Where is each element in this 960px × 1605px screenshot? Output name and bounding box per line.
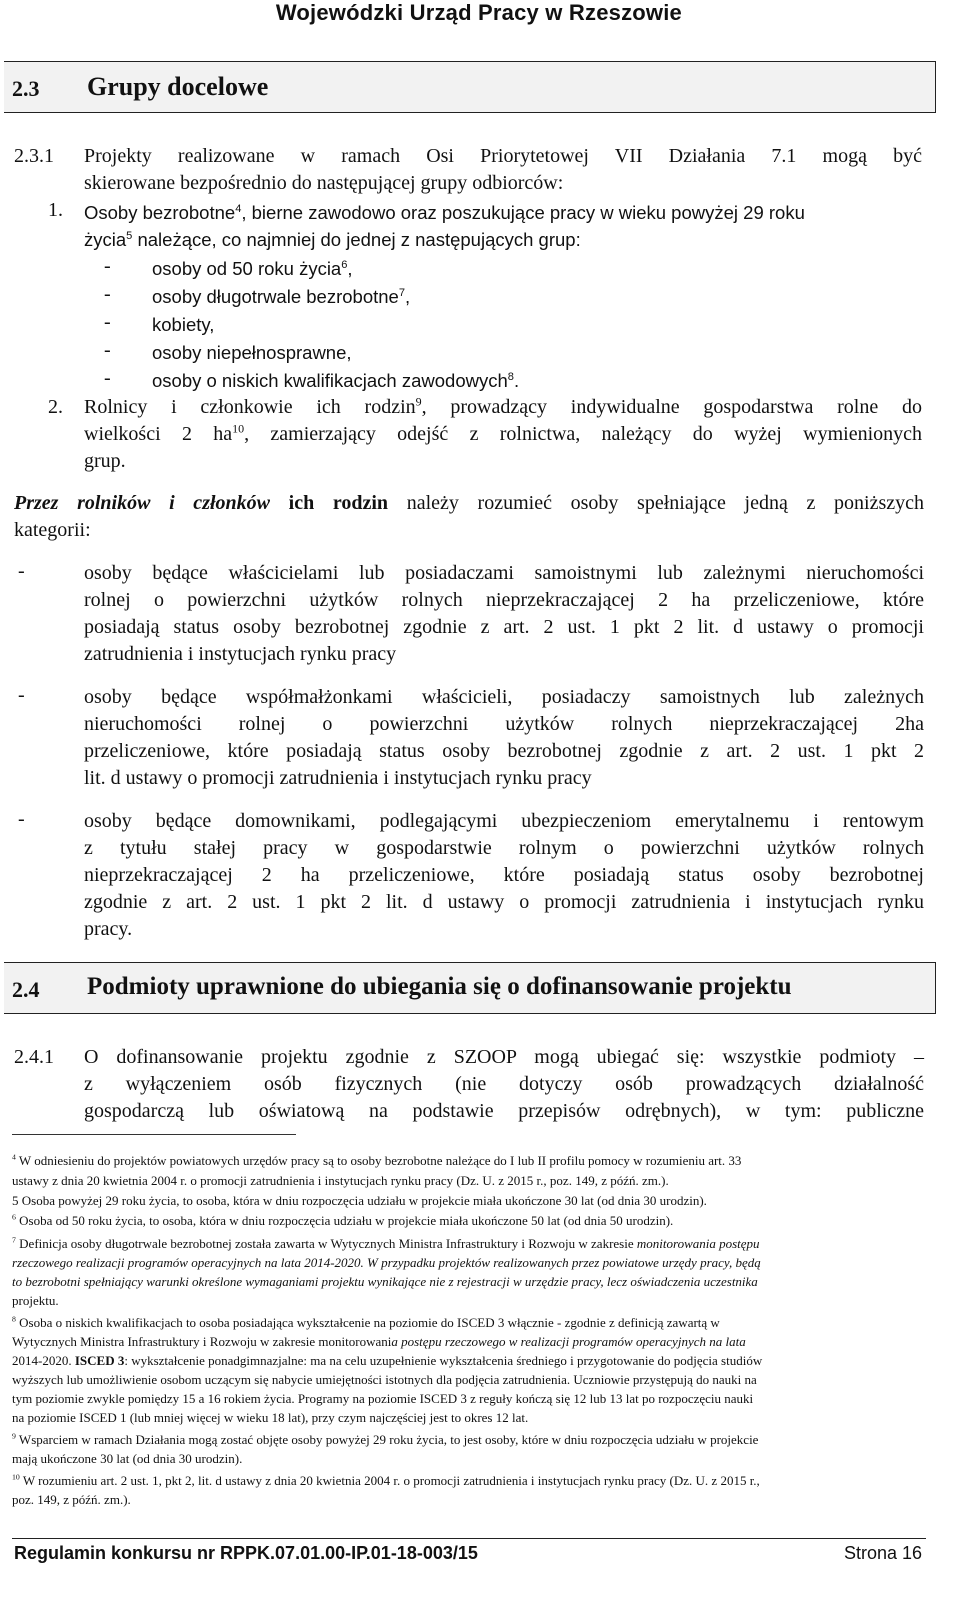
footnote-line: tym poziomie zwykle pomiędzy 15 a 16 rokiem życia. Programy na poziomie ISCED 3 z reguły kończą się 12 lub 13 lat po rozpoczęciu nauki — [12, 1391, 754, 1406]
list-item: kobiety, — [152, 314, 215, 335]
footnote-line: mają ukończone 30 lat (od dnia 30 urodzin). — [12, 1451, 243, 1466]
footnote-9: $^9$ Wsparciem w ramach Działania mogą zostać objęte osoby powyżej 29 roku życia, to jest osoby, które w dniu rozpoczęcia udziału w projekcie — [12, 1431, 759, 1447]
list-item: osoby o niskich kwalifikacjach zawodowych$^8$. — [152, 370, 520, 391]
list-number: 1. — [48, 199, 63, 221]
footnote-line: ustawy z dnia 20 kwietnia 2004 r. o promocji zatrudnienia i instytucjach rynku pracy (Dz. U. z 2015 r., poz. 149, z późń. zm.). — [12, 1173, 669, 1188]
section-number: 2.4 — [12, 977, 40, 1002]
category-line: lit. d ustawy o promocji zatrudnienia i instytucjach rynku pracy — [84, 767, 592, 789]
list-number: 2. — [48, 396, 63, 418]
footnote-5: 5 Osoba powyżej 29 roku życia, to osoba, która w dniu rozpoczęcia udziału w projekcie miała ukończone 30 lat (od dnia 30 urodzin). — [12, 1193, 707, 1208]
footnote-6: $^6$ Osoba od 50 roku życia, to osoba, która w dniu rozpoczęcia udziału w projekcie miała ukończone 50 lat (od dnia 50 urodzin). — [12, 1212, 674, 1228]
footer-document-id: Regulamin konkursu nr RPPK.07.01.00-IP.01-18-003/15 — [14, 1543, 478, 1563]
paragraph-line: z wyłączeniem osób fizycznych (nie dotyczy osób prowadzących działalność — [84, 1073, 924, 1095]
category-line: zatrudnienia i instytucjach rynku pracy — [84, 643, 397, 665]
paragraph-line: skierowane bezpośrednio do następującej grupy odbiorców: — [84, 172, 564, 194]
category-line: przeliczeniowe, które posiadają status osoby bezrobotnej zgodnie z art. 2 ust. 1 pkt 2 — [84, 740, 924, 762]
para-number: 2.3.1 — [14, 145, 54, 167]
list-item-line: Rolnicy i członkowie ich rodzin$^9$, prowadzący indywidualne gospodarstwa rolne do — [84, 394, 922, 418]
section-2-4-heading — [4, 962, 936, 1014]
paragraph-line: gospodarczą lub oświatową na podstawie przepisów odrębnych), w tym: publiczne — [84, 1100, 924, 1122]
section-title: Podmioty uprawnione do ubiegania się o dofinansowanie projektu — [87, 973, 792, 1000]
list-item-line: wielkości 2 $ha^{10}$, zamierzający odejść z rolnictwa, należący do wyżej wymienionych — [84, 421, 923, 445]
category-line: z tytułu stałej pracy w gospodarstwie rolnym o powierzchni użytków rolnych — [84, 837, 924, 859]
category-line: zgodnie z art. 2 ust. 1 pkt 2 lit. d ustawy o promocji zatrudnienia i instytucjach rynku — [84, 891, 924, 913]
definition-line: Przez rolników i członków ich rodzin należy rozumieć osoby spełniające jedną z poniższych — [14, 492, 924, 514]
list-item: osoby niepełnosprawne, — [152, 342, 352, 363]
list-item-line: życia$^5$ należące, co najmniej do jednej z następujących grup: — [84, 229, 581, 250]
definition-line: kategorii: — [14, 519, 91, 541]
paragraph-line: Projekty realizowane w ramach Osi Priorytetowej VII Działania 7.1 mogą być — [84, 145, 922, 167]
footnote-line: 2014-2020. ISCED 3: wykształcenie ponadgimnazjalne: ma na celu uzupełnienie wykształcenia średniego i przygotowanie do podjęcia studiów — [12, 1353, 763, 1368]
footer-rule — [12, 1538, 926, 1539]
section-number: 2.3 — [12, 76, 40, 101]
footnote-line: na poziomie ISCED 1 (lub mniej więcej w wieku 18 lat), przy czym najczęściej jest to okres 12 lat. — [12, 1410, 529, 1425]
footnote-line: poz. 149, z późń. zm.). — [12, 1492, 131, 1507]
paragraph-line: O dofinansowanie projektu zgodnie z SZOOP mogą ubiegać się: wszystkie podmioty – — [84, 1046, 924, 1068]
footnote-7: $^7$ Definicja osoby długotrwale bezrobotnej została zawarta w Wytycznych Ministra Infrastruktury i Rozwoju w zakresie monitorowania postępu — [12, 1235, 760, 1251]
category-line: osoby będące domownikami, podlegającymi ubezpieczeniom emerytalnemu i rentowym — [84, 810, 924, 832]
category-line: rolnej o powierzchni użytków rolnych nieprzekraczającej 2 ha przeliczeniowe, które — [84, 589, 924, 611]
para-number: 2.4.1 — [14, 1046, 54, 1068]
category-line: nieruchomości rolnej o powierzchni użytków rolnych nieprzekraczającej 2ha — [84, 713, 924, 735]
footnote-line: projektu. — [12, 1293, 59, 1308]
footnote-separator — [12, 1134, 296, 1135]
list-item: osoby od 50 roku życia$^6$, — [152, 258, 353, 279]
category-line: osoby będące właścicielami lub posiadaczami samoistnymi lub zależnymi nieruchomości — [84, 562, 924, 584]
category-line: osoby będące współmałżonkami właścicieli, posiadaczy samoistnych lub zależnych — [84, 686, 924, 708]
footnote-line: Wytycznych Ministra Infrastruktury i Rozwoju w zakresie monitorowania postępu rzeczowego w realizacji programów operacyjnych na lata — [12, 1334, 746, 1349]
footnote-line: to bezrobotni spełniający warunki określone wymaganiami projektu wynikające nie z rejestracji w urzędzie pracy, lecz oświadczenia uczestnika — [12, 1274, 758, 1289]
list-item-line: grup. — [84, 450, 126, 472]
list-item: osoby długotrwale bezrobotne$^7$, — [152, 286, 411, 307]
category-line: nieprzekraczającej 2 ha przeliczeniowe, które posiadają status osoby bezrobotnej — [84, 864, 924, 886]
category-line: posiadają status osoby bezrobotnej zgodnie z art. 2 ust. 1 pkt 2 lit. d ustawy o promocji — [84, 616, 924, 638]
section-title: Grupy docelowe — [87, 72, 269, 101]
page-header-title: Wojewódzki Urząd Pracy w Rzeszowie — [275, 0, 682, 25]
footer-page-number: Strona 16 — [843, 1543, 922, 1563]
footnote-line: wyższych lub umożliwienie osobom uczącym się nabycie umiejętności istotnych dla podjęcia zatrudnienia. Uczniowie przystępują do nauki na — [12, 1372, 757, 1387]
section-2-3-heading — [4, 61, 936, 113]
footnote-4: $^4$ W odniesieniu do projektów powiatowych urzędów pracy są to osoby bezrobotne należące do I lub II profilu pomocy w rozumieniu art. 33 — [12, 1152, 742, 1168]
footnote-line: rzeczowego realizacji programów operacyjnych na lata 2014-2020. W przypadku projektów realizowanych przez powiatowe urzędy pracy, będą — [12, 1255, 761, 1270]
list-item-line: Osoby bezrobotne$^4$, bierne zawodowo oraz poszukujące pracy w wieku powyżej 29 roku — [84, 202, 805, 223]
category-line: pracy. — [84, 918, 133, 940]
footnote-8: $^8$ Osoba o niskich kwalifikacjach to osoba posiadająca wykształcenie na poziomie do ISCED 3 włącznie - zgodnie z definicją zawartą w — [12, 1314, 720, 1330]
footnote-10: $^{10}$ W rozumieniu art. 2 ust. 1, pkt 2, lit. d ustawy z dnia 20 kwietnia 2004 r. o promocji zatrudnienia i instytucjach rynku pracy (Dz. U. z 2015 r., — [12, 1472, 760, 1488]
